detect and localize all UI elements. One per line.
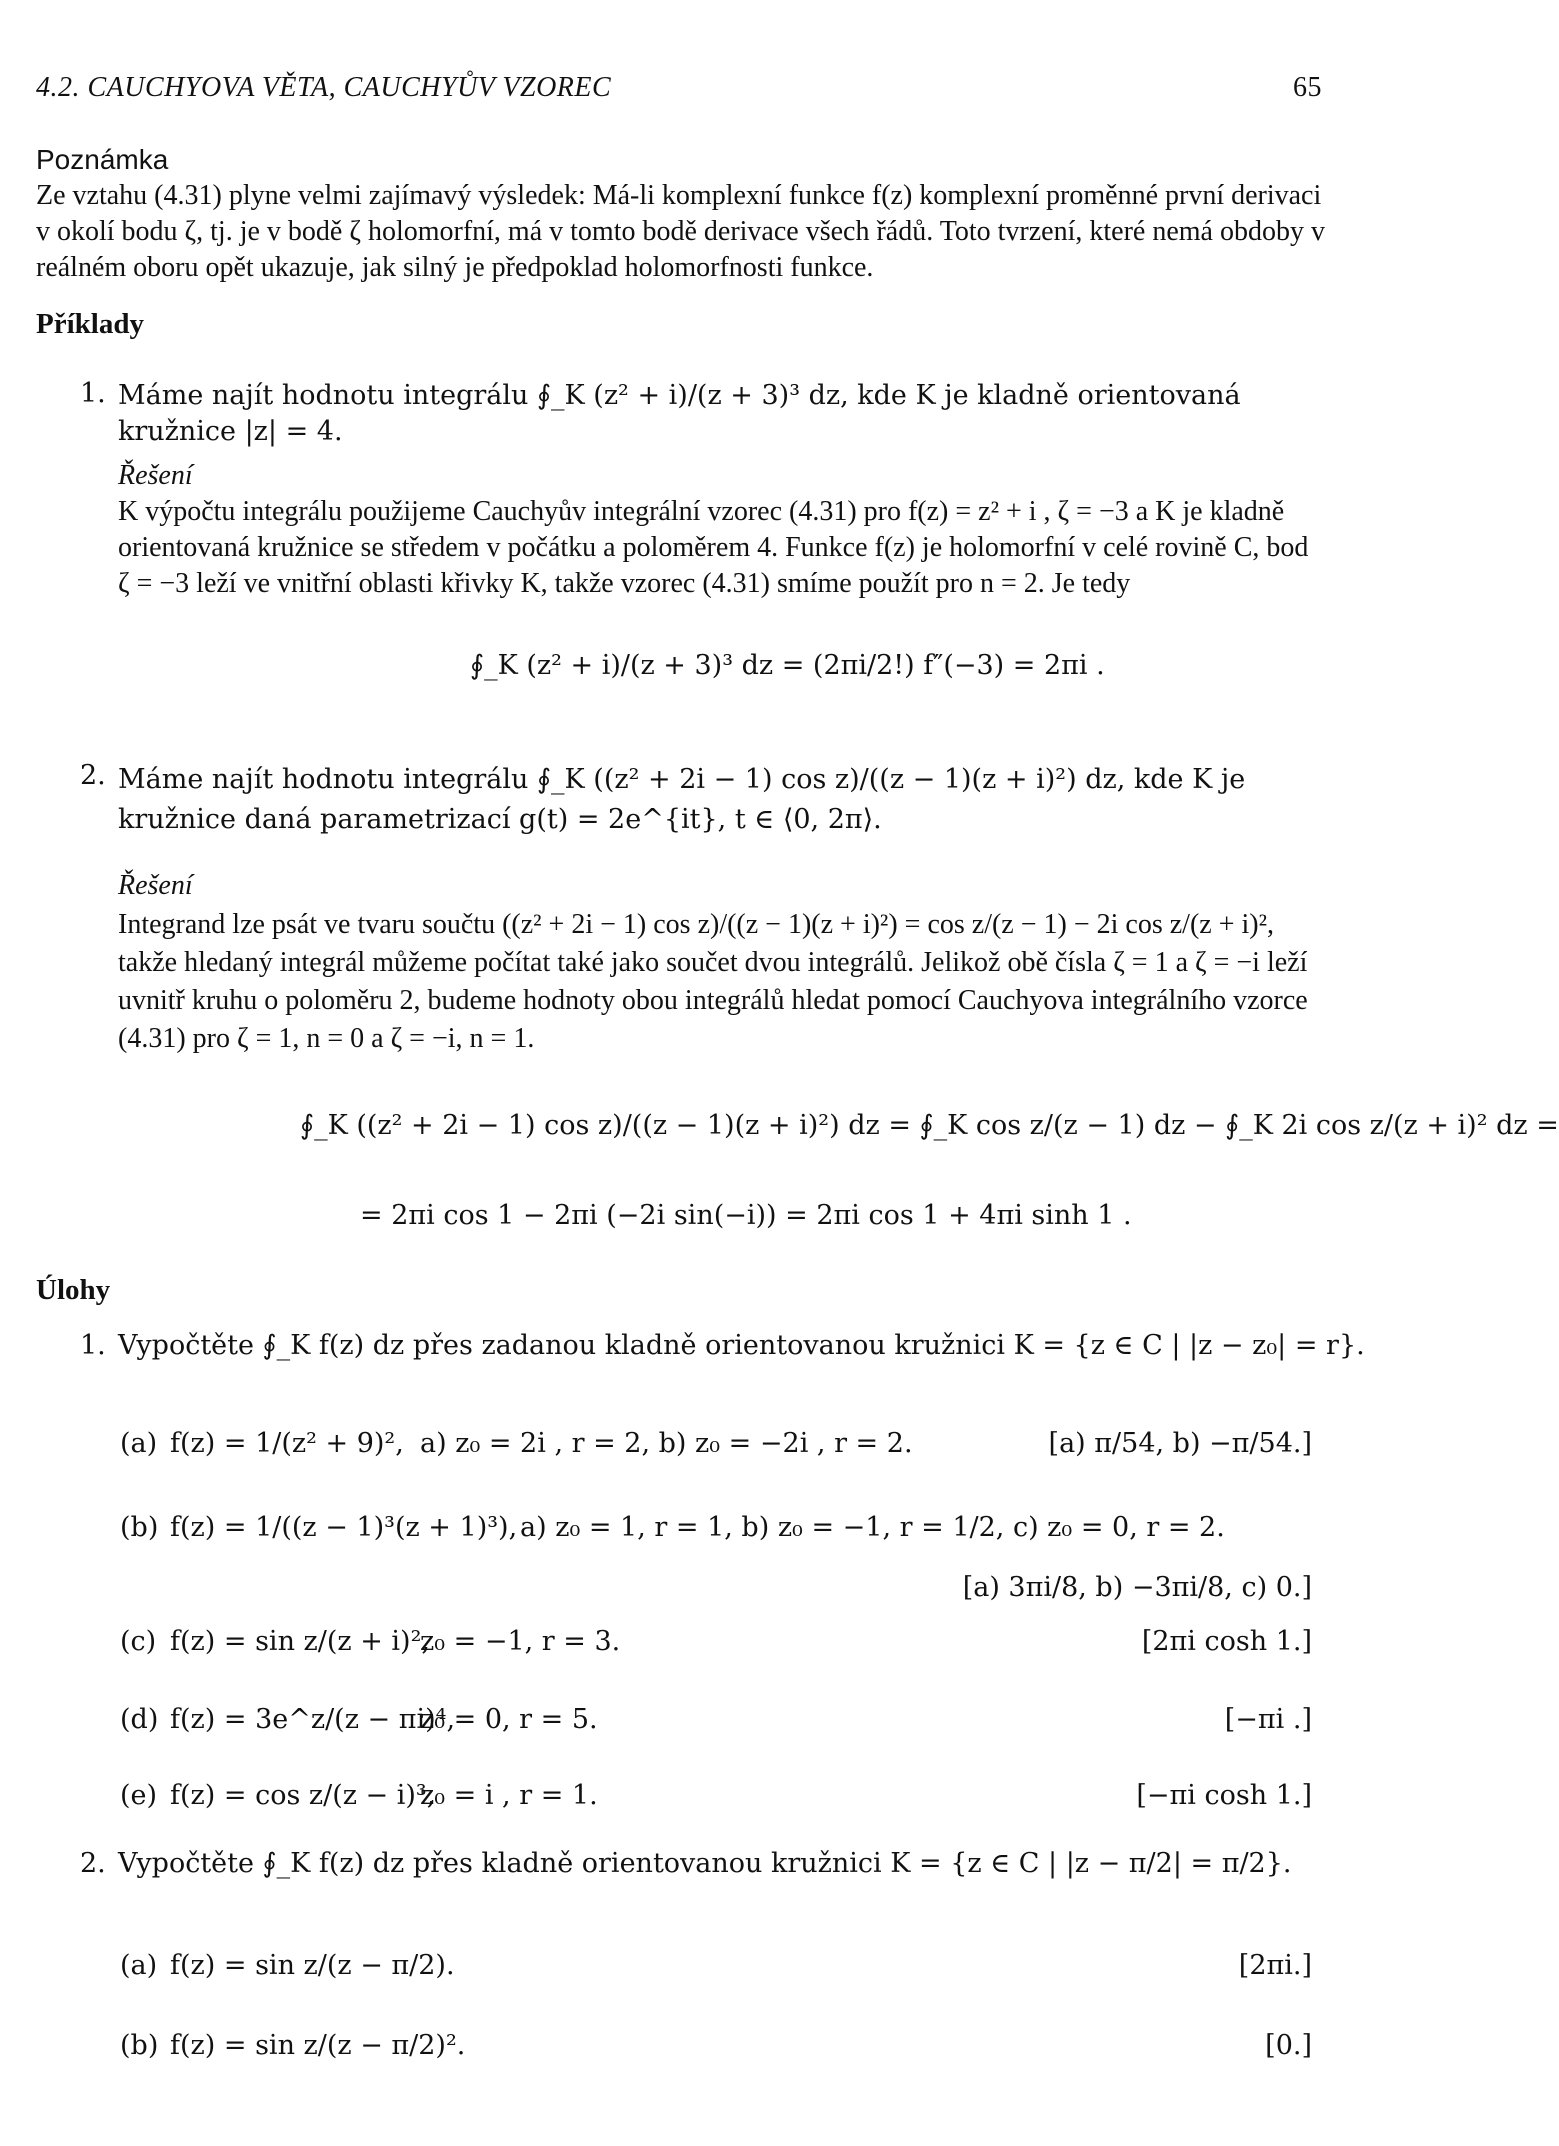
task-2-statement: Vypočtěte ∮_K f(z) dz přes kladně orientovanou kružnici K = {z ∈ C | |z − π/2| = π/2}. [118, 1848, 1292, 1879]
example-1-statement: Máme najít hodnotu integrálu ∮_K (z² + i)/(z + 3)³ dz, kde K je kladně orientovaná kružnice |z| = 4. [118, 380, 1241, 447]
example-2-number: 2. [80, 760, 106, 791]
task-1-item-func: f(z) = 1/((z − 1)³(z + 1)³), [170, 1512, 518, 1543]
task-1-item-func: f(z) = sin z/(z + i)², [170, 1626, 430, 1657]
example-2-solution-text: Integrand lze psát ve tvaru součtu ((z² + 2i − 1) cos z)/((z − 1)(z + i)²) = cos z/(z − 1) − 2i cos z/(z + i)², takže hledaný integrál můžeme počítat také jako součet dvou integrálů. Jelikož obě čísla ζ = 1 a ζ = −i leží uvnitř kruhu o poloměru 2, budeme hodnoty obou integrálů hledat pomocí Cauchyova integrálního vzorce (4.31) pro ζ = 1, n = 0 a ζ = −i, n = 1. [118, 909, 1308, 1054]
note-heading: Poznámka [36, 144, 169, 175]
task-1-item-answer: [2πi cosh 1.] [1141, 1626, 1312, 1657]
task-2-item-label: (a) [120, 1950, 158, 1981]
task-1-item-params: z₀ = i , r = 1. [420, 1780, 598, 1811]
task-1-item-func: f(z) = 3e^z/(z − πi)⁴, [170, 1704, 456, 1735]
note-text: Ze vztahu (4.31) plyne velmi zajímavý výsledek: Má-li komplexní funkce f(z) komplexní proměnné první derivaci v okolí bodu ζ, tj. je v bodě ζ holomorfní, má v tomto bodě derivace všech řádů. Toto tvrzení, které nemá obdoby v reálném oboru opět ukazuje, jak silný je předpoklad holomorfnosti funkce. [36, 180, 1325, 283]
task-1-item-label: (c) [120, 1626, 157, 1657]
example-2-solution-label: Řešení [118, 870, 193, 901]
task-1-item-answer: [−πi .] [1224, 1704, 1312, 1735]
chapter-title: 4.2. CAUCHYOVA VĚTA, CAUCHYŮV VZOREC [36, 72, 612, 103]
task-1-item-answer: [−πi cosh 1.] [1136, 1780, 1312, 1811]
exercises-heading: Úlohy [36, 1274, 111, 1306]
task-1-item-params: z₀ = 0, r = 5. [420, 1704, 598, 1735]
task-1-item-answer: [a) π/54, b) −π/54.] [1048, 1428, 1312, 1459]
examples-heading: Příklady [36, 308, 144, 340]
example-2-equation-line2: = 2πi cos 1 − 2πi (−2i sin(−i)) = 2πi cos 1 + 4πi sinh 1 . [360, 1200, 1132, 1231]
task-1-item-label: (b) [120, 1512, 159, 1543]
task-2-number: 2. [80, 1848, 106, 1879]
example-2-equation-line1: ∮_K ((z² + 2i − 1) cos z)/((z − 1)(z + i)²) dz = ∮_K cos z/(z − 1) dz − ∮_K 2i cos z/(z + i)² dz = [300, 1110, 1559, 1141]
task-1-item-label: (e) [120, 1780, 158, 1811]
page-number: 65 [1293, 72, 1322, 103]
task-1-item-answer: [a) 3πi/8, b) −3πi/8, c) 0.] [962, 1572, 1312, 1603]
example-1-solution-text: K výpočtu integrálu použijeme Cauchyův integrální vzorec (4.31) pro f(z) = z² + i , ζ = −3 a K je kladně orientovaná kružnice se středem v počátku a poloměrem 4. Funkce f(z) je holomorfní v celé rovině C, bod ζ = −3 leží ve vnitřní oblasti křivky K, takže vzorec (4.31) smíme použít pro n = 2. Je tedy [118, 496, 1309, 599]
task-2-item-answer: [2πi.] [1238, 1950, 1312, 1981]
task-1-item-label: (a) [120, 1428, 158, 1459]
task-1-statement: Vypočtěte ∮_K f(z) dz přes zadanou kladně orientovanou kružnici K = {z ∈ C | |z − z₀| = r}. [118, 1330, 1365, 1361]
task-2-item-func: f(z) = sin z/(z − π/2). [170, 1950, 455, 1981]
example-1-number: 1. [80, 378, 106, 409]
task-1-item-func: f(z) = 1/(z² + 9)², [170, 1428, 404, 1459]
task-2-item-func: f(z) = sin z/(z − π/2)². [170, 2030, 466, 2061]
task-1-item-params: a) z₀ = 2i , r = 2, b) z₀ = −2i , r = 2. [420, 1428, 913, 1459]
task-1-item-params: z₀ = −1, r = 3. [420, 1626, 621, 1657]
example-2-statement: Máme najít hodnotu integrálu ∮_K ((z² + 2i − 1) cos z)/((z − 1)(z + i)²) dz, kde K je kružnice daná parametrizací g(t) = 2e^{it}, t ∈ ⟨0, 2π⟩. [118, 764, 1246, 835]
task-1-number: 1. [80, 1330, 106, 1361]
task-1-item-func: f(z) = cos z/(z − i)³, [170, 1780, 436, 1811]
task-2-item-label: (b) [120, 2030, 159, 2061]
example-1-solution-label: Řešení [118, 460, 193, 491]
task-1-item-params: a) z₀ = 1, r = 1, b) z₀ = −1, r = 1/2, c) z₀ = 0, r = 2. [520, 1512, 1225, 1543]
running-header [36, 72, 1322, 104]
example-1-equation: ∮_K (z² + i)/(z + 3)³ dz = (2πi/2!) f″(−3) = 2πi . [470, 650, 1105, 681]
task-1-item-label: (d) [120, 1704, 159, 1735]
task-2-item-answer: [0.] [1265, 2030, 1312, 2061]
